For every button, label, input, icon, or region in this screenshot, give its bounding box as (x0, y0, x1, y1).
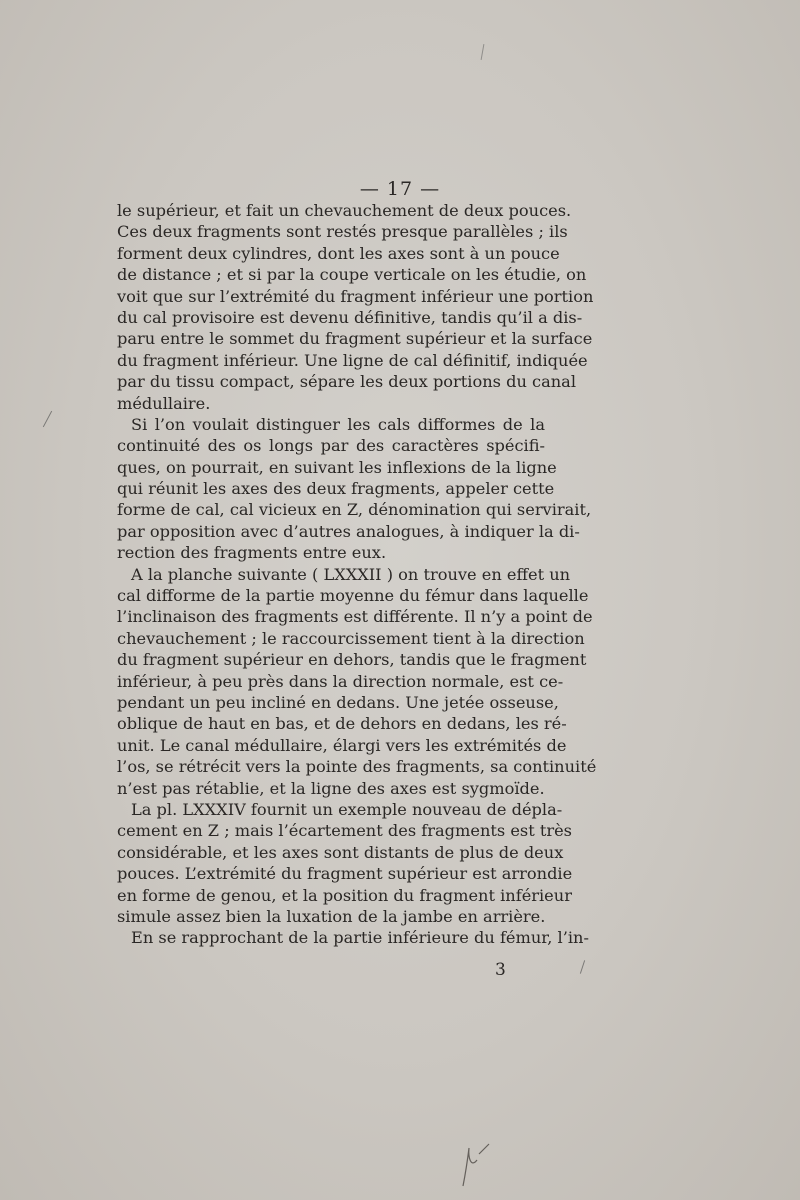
text-line: cal difforme de la partie moyenne du fémur dans laquelle (117, 586, 589, 606)
text-line: pendant un peu incliné en dedans. Une jetée osseuse, (117, 692, 559, 712)
text-line: rection des fragments entre eux. (117, 543, 387, 563)
text-line: du fragment supérieur en dehors, tandis que le fragment (117, 650, 587, 670)
pencil-scrawl (455, 1138, 495, 1188)
text-line: inférieur, à peu près dans la direction normale, est ce- (117, 671, 564, 691)
text-line: Si l’on voulait distinguer les cals difformes de la (131, 414, 545, 434)
text-line: du fragment inférieur. Une ligne de cal définitif, indiquée (117, 350, 588, 370)
paper-blemish (481, 44, 485, 60)
text-line: simule assez bien la luxation de la jambe en arrière. (117, 906, 546, 926)
text-line: du cal provisoire est devenu définitive, tandis qu’il a dis- (117, 307, 583, 327)
body-text (117, 200, 597, 949)
paper-blemish (580, 960, 585, 974)
text-line: unit. Le canal médullaire, élargi vers les extrémités de (117, 735, 567, 755)
text-line: en forme de genou, et la position du fragment inférieur (117, 885, 572, 905)
text-line: A la planche suivante ( LXXXII ) on trouve en effet un (131, 564, 571, 584)
text-line: le supérieur, et fait un chevauchement de deux pouces. (117, 201, 572, 220)
text-line: l’os, se rétrécit vers la pointe des fragments, sa continuité (117, 757, 597, 777)
page-number: — 17 — (359, 178, 441, 200)
text-line: voit que sur l’extrémité du fragment inférieur une portion (117, 286, 594, 306)
text-line: forme de cal, cal vicieux en Z, dénomination qui servirait, (117, 500, 592, 520)
text-line: considérable, et les axes sont distants de plus de deux (117, 842, 564, 862)
text-line: l’inclinaison des fragments est différente. Il n’y a point de (117, 607, 593, 627)
paper-blemish (43, 411, 52, 427)
text-line: cement en Z ; mais l’écartement des fragments est très (117, 821, 572, 841)
text-line: par du tissu compact, sépare les deux portions du canal (117, 372, 577, 392)
text-line: ques, on pourrait, en suivant les inflexions de la ligne (117, 457, 557, 477)
text-line: médullaire. (117, 393, 211, 413)
text-line: forment deux cylindres, dont les axes sont à un pouce (117, 243, 560, 263)
text-line: oblique de haut en bas, et de dehors en dedans, les ré- (117, 714, 567, 734)
text-line: En se rapprochant de la partie inférieure du fémur, l’in- (131, 928, 589, 948)
text-line: continuité des os longs par des caractères spécifi- (117, 436, 545, 456)
text-line: de distance ; et si par la coupe verticale on les étudie, on (117, 265, 587, 285)
text-line: par opposition avec d’autres analogues, à indiquer la di- (117, 521, 580, 541)
text-line: La pl. LXXXIV fournit un exemple nouveau de dépla- (131, 799, 563, 819)
signature-mark: 3 (495, 960, 506, 980)
text-line: Ces deux fragments sont restés presque parallèles ; ils (117, 222, 568, 242)
text-line: paru entre le sommet du fragment supérieur et la surface (117, 329, 593, 349)
text-line: qui réunit les axes des deux fragments, appeler cette (117, 479, 555, 499)
text-line: pouces. L’extrémité du fragment supérieur est arrondie (117, 864, 573, 884)
text-line: chevauchement ; le raccourcissement tient à la direction (117, 628, 585, 648)
text-line: n’est pas rétablie, et la ligne des axes est sygmoïde. (117, 778, 545, 798)
